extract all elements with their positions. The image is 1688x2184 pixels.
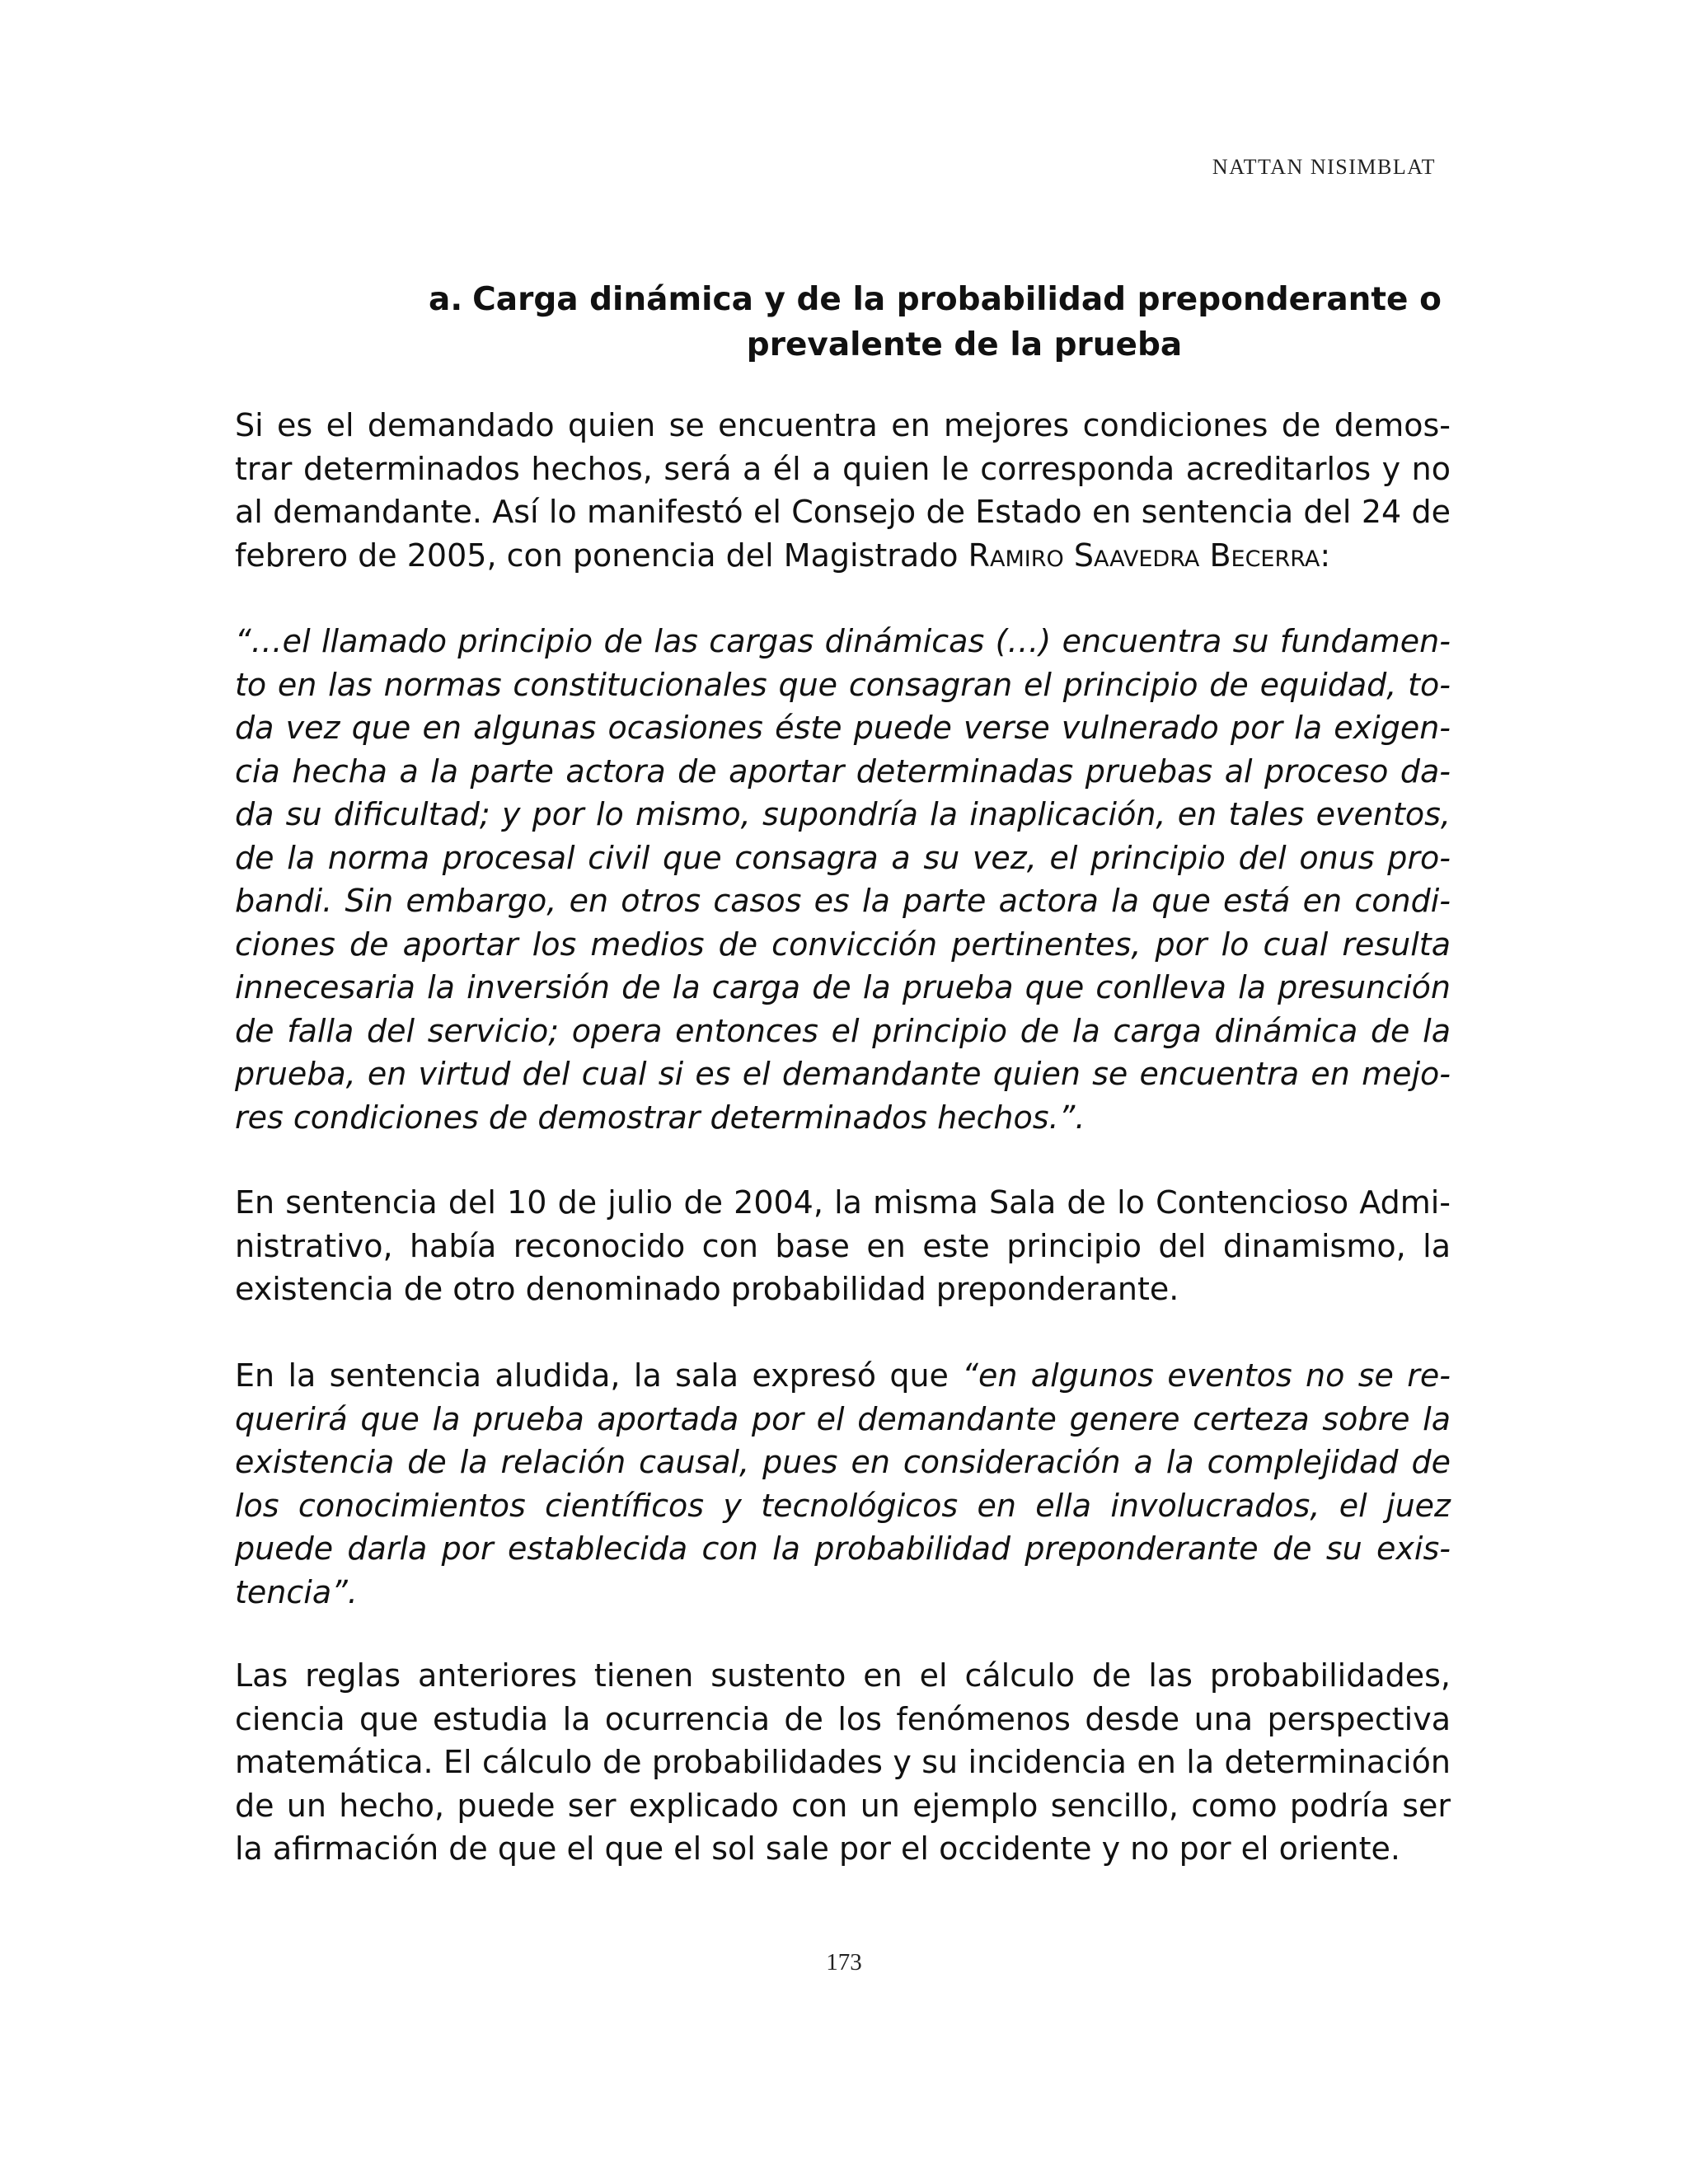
paragraph-4: Las reglas anteriores tienen sustento en el cálculo de las probabilidades, ciencia que estudia la ocurrencia de los fenómenos desde una perspectiva matemática. El cálculo de probabilidades y su incidencia en la determinación de un hecho, puede ser explicado con un ejemplo sencillo, como podría ser la afirmación de que el que el sol sale por el occidente y no por el oriente. [235, 1657, 1451, 1867]
section-letter: a. [429, 281, 463, 318]
section-title-part-1: Carga dinámica y de la probabilidad preponderante o [472, 281, 1442, 318]
paragraph-1-text: Si es el demandado quien se encuentra en mejores condiciones de demostrar determinados hechos, será a él a quien le corresponda acreditarlos y no al demandante. Así lo manifestó el Consejo de Estado en sentencia del 24 de febrero de 2005, con ponencia del Magistrado [235, 407, 1451, 574]
section-title-part-2: prevalente de la prueba [746, 326, 1183, 363]
paragraph-1 [235, 404, 1451, 577]
page-number: 173 [826, 1949, 862, 1975]
section-heading [429, 277, 1442, 368]
section-heading-line-1 [429, 277, 1442, 322]
running-header: NATTAN NISIMBLAT [1212, 155, 1436, 179]
paragraph-2: En sentencia del 10 de julio de 2004, la misma Sala de lo Contencioso Administrativo, había reconocido con base en este principio del dinamismo, la existencia de otro denominado probabilidad preponderante. [235, 1184, 1451, 1307]
block-quote: “…el llamado principio de las cargas dinámicas (…) encuentra su fundamento en las normas constitucionales que consagran el principio de equidad, toda vez que en algunas ocasiones éste puede verse vulnerado por la exigencia hecha a la parte actora de aportar determinadas pruebas al proceso dada su dificultad; y por lo mismo, supondría la inaplicación, en tales eventos, de la norma procesal civil que consagra a su vez, el principio del onus probandi. Sin embargo, en otros casos es la parte actora la que está en condiciones de aportar los medios de convicción pertinentes, por lo cual resulta innecesaria la inversión de la carga de la prueba que conlleva la presunción de falla del servicio; opera entonces el principio de la carga dinámica de la prueba, en virtud del cual si es el demandante quien se encuentra en mejores condiciones de demostrar determinados hechos.”. [235, 623, 1451, 1136]
paragraph-3-lead: En la sentencia aludida, la sala expresó que [235, 1357, 963, 1394]
paragraph-1-end: : [1320, 537, 1331, 574]
magistrate-name: Ramiro Saavedra Becerra [968, 537, 1320, 574]
inline-quote: “en algunos eventos no se requerirá que la prueba aportada por el demandante genere certeza sobre la existencia de la relación causal, pues en consideración a la complejidad de los conocimientos científicos y tecnológicos en ella involucrados, el juez puede darla por establecida con la probabilidad preponderante de su existencia”. [235, 1357, 1451, 1610]
paragraph-3 [235, 1354, 1451, 1614]
